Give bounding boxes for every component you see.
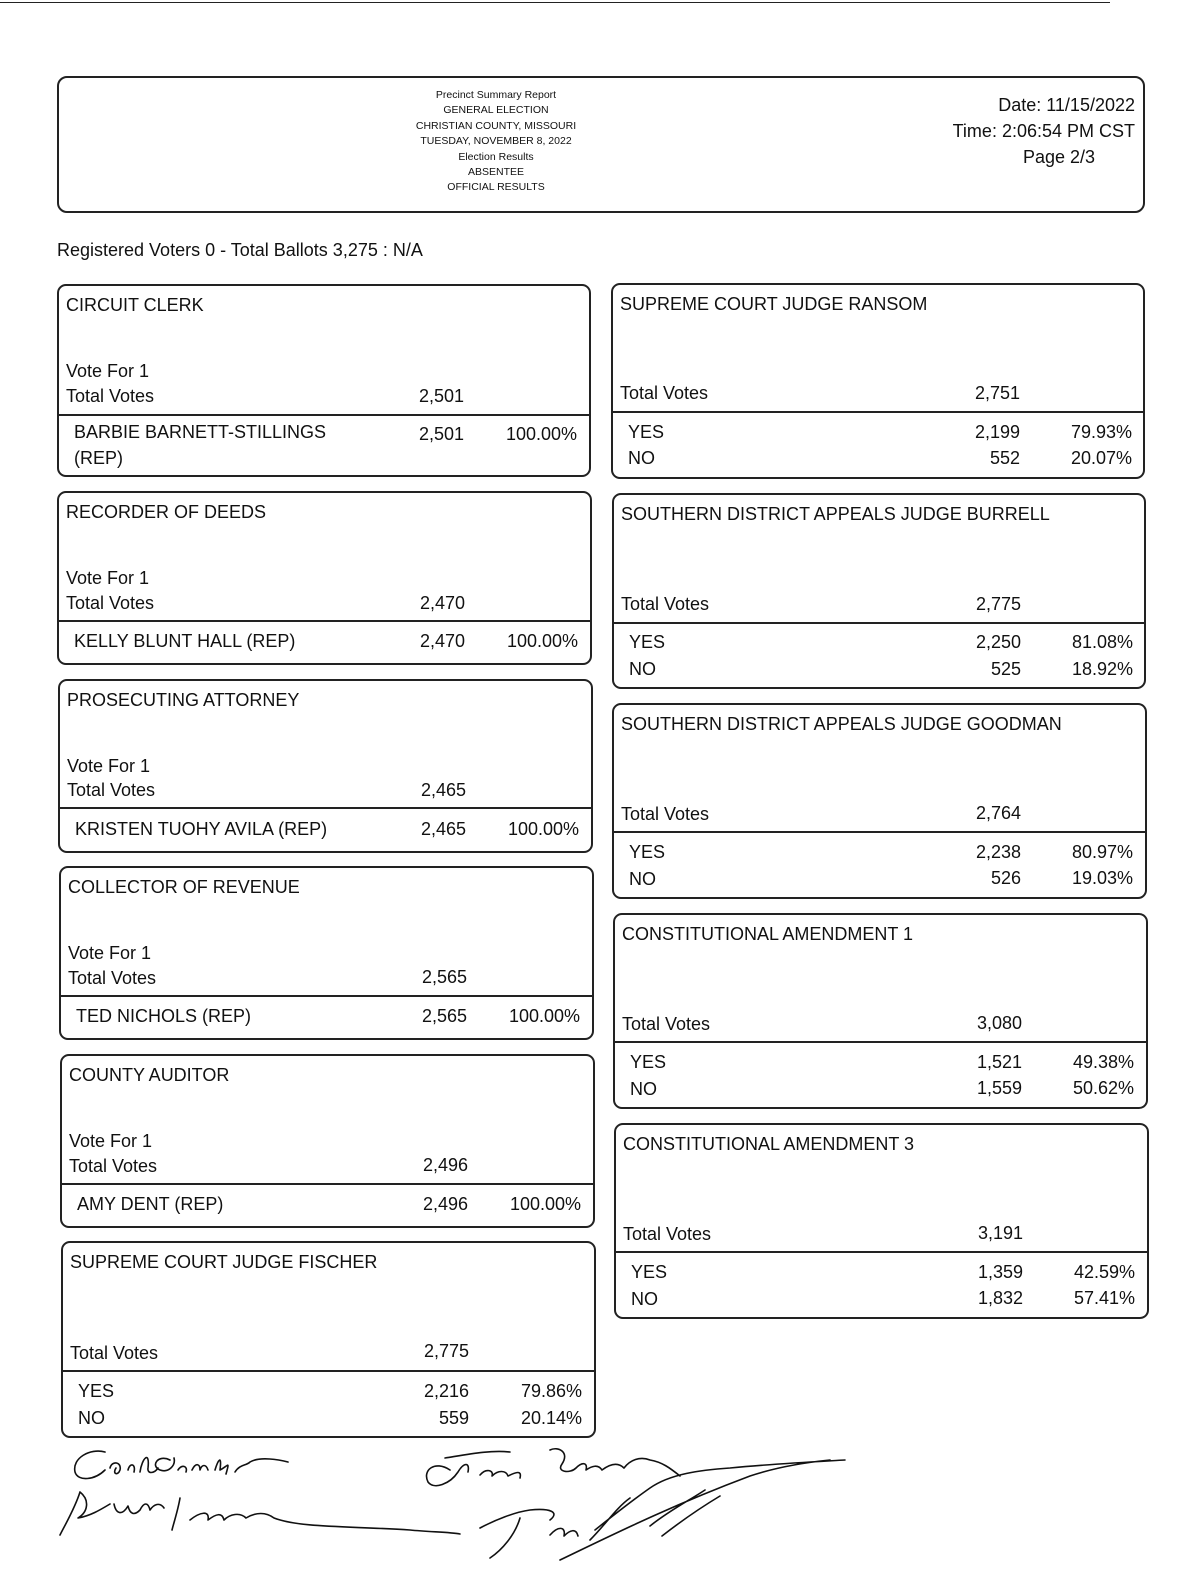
option-no-votes: 1,832	[977, 1288, 1023, 1308]
total-votes-value: 2,470	[419, 593, 465, 613]
option-no-label: NO	[629, 659, 656, 679]
option-yes-label: YES	[629, 842, 666, 862]
option-no-percent: 50.62%	[1072, 1078, 1134, 1098]
signature-3	[427, 1449, 680, 1486]
option-no-votes: 525	[990, 659, 1021, 679]
race-constitutional-amendment-1	[613, 913, 1148, 1109]
race-title: SOUTHERN DISTRICT APPEALS JUDGE BURRELL	[621, 504, 1050, 524]
option-yes-label: YES	[78, 1381, 115, 1401]
option-no-percent: 18.92%	[1071, 659, 1133, 679]
option-no-label: NO	[630, 1079, 657, 1099]
option-yes-votes: 2,199	[974, 422, 1020, 442]
option-yes-votes: 2,238	[975, 842, 1021, 862]
vote-for-label: Vote For 1	[67, 756, 151, 776]
total-votes-label: Total Votes	[621, 804, 710, 824]
divider	[59, 620, 590, 622]
election-date: TUESDAY, NOVEMBER 8, 2022	[420, 135, 572, 148]
divider	[63, 1370, 594, 1372]
option-yes-votes: 1,521	[976, 1052, 1022, 1072]
total-votes-label: Total Votes	[68, 968, 157, 988]
total-votes-label: Total Votes	[70, 1343, 159, 1363]
candidate-percent: 100.00%	[505, 424, 577, 444]
candidate-name: AMY DENT (REP)	[77, 1194, 224, 1214]
registered-voters-line: Registered Voters 0 - Total Ballots 3,275 : N/A	[57, 240, 423, 260]
candidate-votes: 2,470	[419, 631, 465, 651]
signature-1	[75, 1451, 288, 1478]
race-county-auditor	[60, 1054, 595, 1228]
candidate-votes: 2,565	[421, 1006, 467, 1026]
total-votes-label: Total Votes	[621, 594, 710, 614]
race-title: SUPREME COURT JUDGE RANSOM	[620, 294, 928, 314]
signatures	[50, 1440, 870, 1565]
divider	[614, 622, 1144, 624]
total-votes-label: Total Votes	[67, 780, 156, 800]
race-appeals-judge-burrell	[612, 493, 1146, 689]
race-title: SUPREME COURT JUDGE FISCHER	[70, 1252, 378, 1272]
divider	[614, 831, 1145, 833]
option-no-percent: 20.14%	[520, 1408, 582, 1428]
option-no-votes: 552	[989, 448, 1020, 468]
top-edge-line	[0, 2, 1110, 3]
total-votes-value: 2,496	[422, 1155, 468, 1175]
race-recorder-of-deeds	[57, 491, 592, 665]
race-title: PROSECUTING ATTORNEY	[67, 690, 300, 710]
option-yes-label: YES	[628, 422, 665, 442]
candidate-name: TED NICHOLS (REP)	[76, 1006, 252, 1026]
option-yes-votes: 2,216	[423, 1381, 469, 1401]
race-title: SOUTHERN DISTRICT APPEALS JUDGE GOODMAN	[621, 714, 1062, 734]
option-yes-votes: 1,359	[977, 1262, 1023, 1282]
race-title: CIRCUIT CLERK	[66, 295, 204, 315]
report-title-block	[389, 88, 603, 196]
candidate-votes: 2,496	[422, 1194, 468, 1214]
candidate-name: KRISTEN TUOHY AVILA (REP)	[75, 819, 328, 839]
race-title: CONSTITUTIONAL AMENDMENT 3	[623, 1134, 915, 1154]
candidate-votes: 2,465	[420, 819, 466, 839]
option-no-percent: 57.41%	[1073, 1288, 1135, 1308]
report-title: Precinct Summary Report	[435, 89, 557, 101]
option-no-percent: 20.07%	[1070, 448, 1132, 468]
option-yes-percent: 42.59%	[1073, 1262, 1135, 1282]
candidate-percent: 100.00%	[509, 1194, 581, 1214]
option-no-votes: 526	[990, 868, 1021, 888]
vote-for-label: Vote For 1	[66, 361, 150, 381]
total-votes-label: Total Votes	[622, 1014, 711, 1034]
candidate-votes: 2,501	[418, 424, 464, 444]
total-votes-value: 2,751	[974, 383, 1020, 403]
signature-4	[480, 1460, 845, 1560]
option-yes-percent: 81.08%	[1071, 632, 1133, 652]
divider	[615, 1041, 1146, 1043]
results-label: Election Results	[458, 150, 534, 163]
race-title: CONSTITUTIONAL AMENDMENT 1	[622, 924, 914, 944]
report-meta	[915, 92, 1135, 170]
total-votes-value: 2,501	[418, 386, 464, 406]
report-time: Time: 2:06:54 PM CST	[952, 121, 1135, 141]
vote-for-label: Vote For 1	[66, 568, 150, 588]
option-no-label: NO	[628, 448, 655, 468]
total-votes-value: 3,080	[976, 1013, 1022, 1033]
total-votes-value: 2,565	[421, 967, 467, 987]
election-name: GENERAL ELECTION	[443, 104, 549, 117]
total-votes-value: 2,764	[975, 803, 1021, 823]
total-votes-label: Total Votes	[69, 1156, 158, 1176]
option-no-label: NO	[78, 1408, 105, 1428]
race-supreme-court-judge-ransom	[611, 283, 1145, 479]
race-appeals-judge-goodman	[612, 703, 1147, 899]
race-prosecuting-attorney	[58, 679, 593, 853]
option-no-percent: 19.03%	[1071, 868, 1133, 888]
option-no-label: NO	[631, 1289, 658, 1309]
ballot-type: ABSENTEE	[467, 166, 525, 179]
option-no-label: NO	[629, 869, 656, 889]
option-yes-label: YES	[631, 1262, 668, 1282]
candidate-party: (REP)	[74, 448, 123, 468]
total-votes-label: Total Votes	[620, 383, 709, 403]
vote-for-label: Vote For 1	[68, 943, 152, 963]
vote-for-label: Vote For 1	[69, 1131, 153, 1151]
divider	[62, 1183, 593, 1185]
divider	[60, 807, 591, 809]
race-collector-of-revenue	[59, 866, 594, 1040]
candidate-name-line1: BARBIE BARNETT-STILLINGS	[74, 422, 327, 442]
race-title: RECORDER OF DEEDS	[66, 502, 267, 522]
race-title: COLLECTOR OF REVENUE	[68, 877, 300, 897]
total-votes-value: 2,775	[423, 1341, 469, 1361]
total-votes-label: Total Votes	[623, 1224, 712, 1244]
page-number: Page 2/3	[1022, 147, 1095, 167]
jurisdiction: CHRISTIAN COUNTY, MISSOURI	[415, 119, 577, 132]
option-no-votes: 1,559	[976, 1078, 1022, 1098]
option-yes-votes: 2,250	[975, 632, 1021, 652]
option-yes-label: YES	[629, 632, 666, 652]
total-votes-label: Total Votes	[66, 386, 155, 406]
race-constitutional-amendment-3	[614, 1123, 1149, 1319]
option-yes-percent: 49.38%	[1072, 1052, 1134, 1072]
divider	[61, 995, 592, 997]
report-header	[57, 76, 1145, 213]
results-status: OFFICIAL RESULTS	[447, 181, 545, 194]
divider	[613, 411, 1143, 413]
divider	[59, 414, 589, 416]
candidate-percent: 100.00%	[507, 819, 579, 839]
total-votes-value: 2,465	[420, 780, 466, 800]
total-votes-value: 3,191	[977, 1223, 1023, 1243]
total-votes-label: Total Votes	[66, 593, 155, 613]
signature-2	[60, 1492, 460, 1535]
option-yes-percent: 79.93%	[1070, 422, 1132, 442]
report-date: Date: 11/15/2022	[998, 95, 1135, 115]
option-yes-percent: 80.97%	[1071, 842, 1133, 862]
option-yes-percent: 79.86%	[520, 1381, 582, 1401]
race-circuit-clerk	[57, 284, 591, 477]
divider	[616, 1251, 1147, 1253]
candidate-percent: 100.00%	[508, 1006, 580, 1026]
candidate-percent: 100.00%	[506, 631, 578, 651]
option-yes-label: YES	[630, 1052, 667, 1072]
candidate-name	[74, 419, 374, 471]
total-votes-value: 2,775	[975, 594, 1021, 614]
race-title: COUNTY AUDITOR	[69, 1065, 230, 1085]
option-no-votes: 559	[438, 1408, 469, 1428]
race-supreme-court-judge-fischer	[61, 1241, 596, 1438]
candidate-name: KELLY BLUNT HALL (REP)	[74, 631, 296, 651]
